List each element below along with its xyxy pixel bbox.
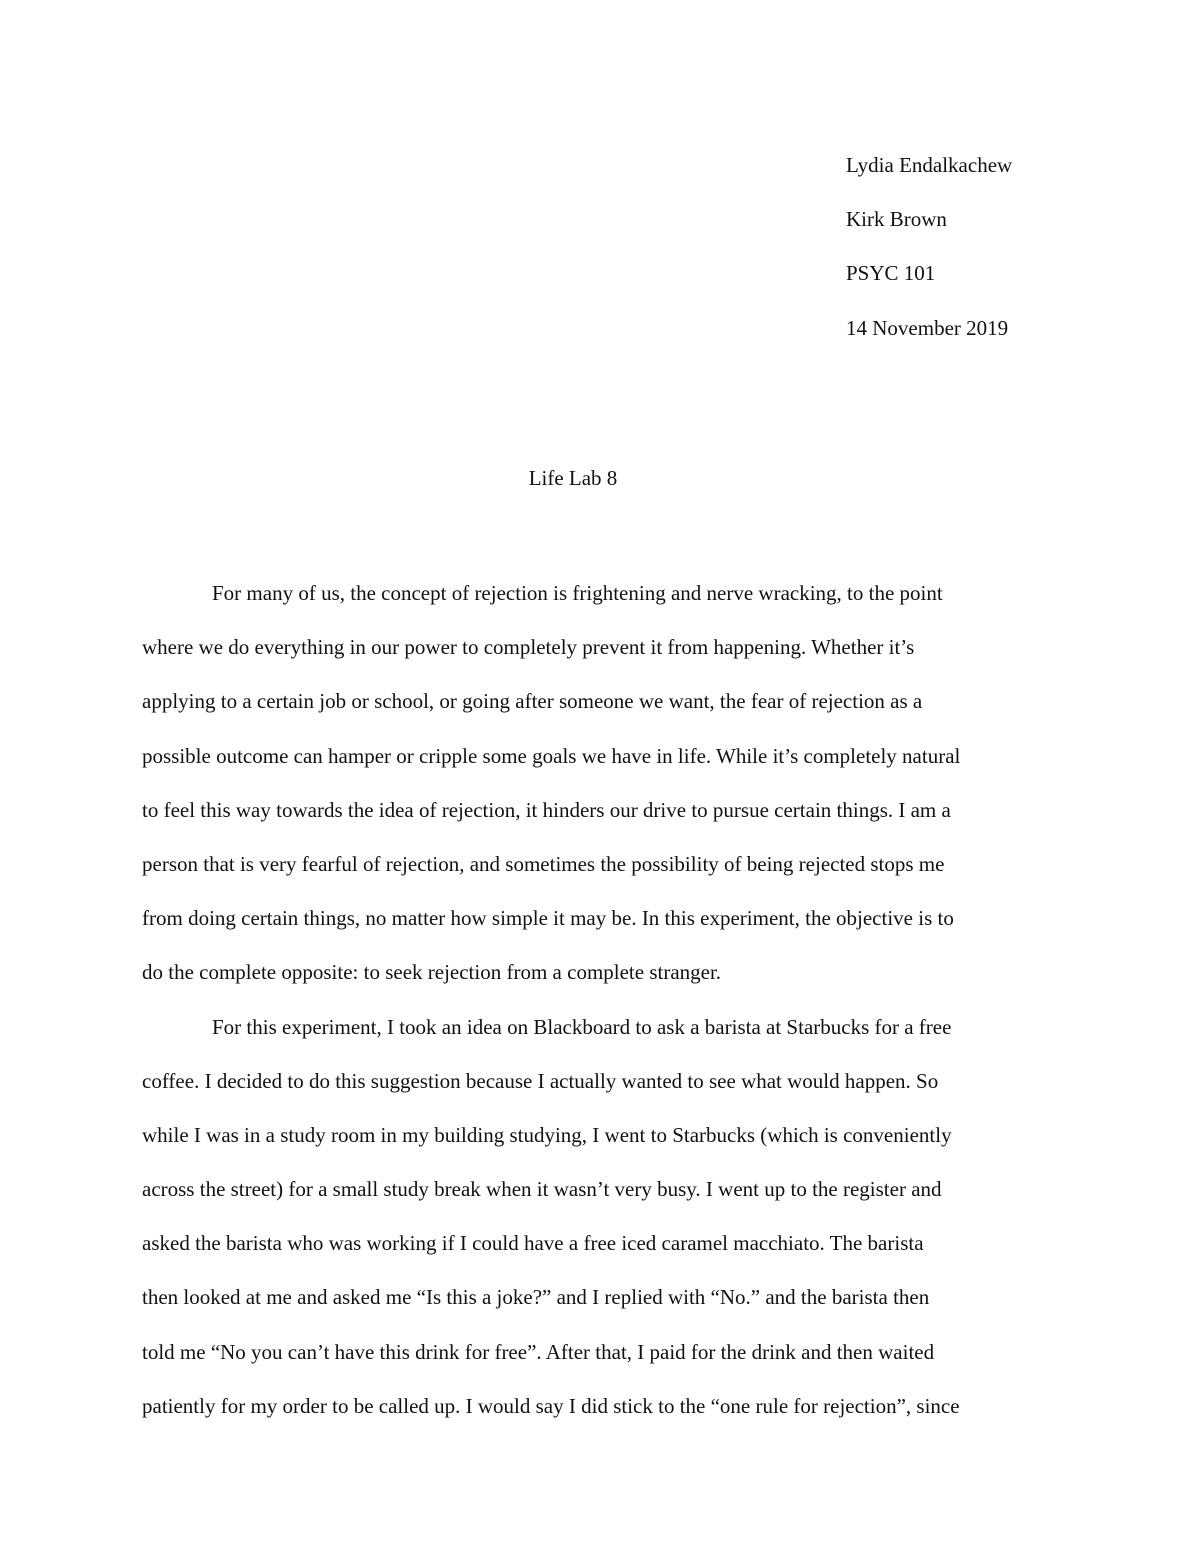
paragraph-1-line: For many of us, the concept of rejection is frightening and nerve wracking, to the point bbox=[212, 581, 943, 605]
paragraph-2-line: told me “No you can’t have this drink for free”. After that, I paid for the drink and then waited bbox=[142, 1339, 935, 1364]
document-title: Life Lab 8 bbox=[528, 466, 618, 490]
paragraph-1-line: to feel this way towards the idea of rejection, it hinders our drive to pursue certain things. I am a bbox=[142, 797, 951, 822]
heading-block bbox=[846, 138, 1166, 355]
paragraph-2-line: then looked at me and asked me “Is this a joke?” and I replied with “No.” and the barista then bbox=[142, 1285, 930, 1310]
student-name: Lydia Endalkachew bbox=[846, 153, 1013, 177]
instructor-name: Kirk Brown bbox=[846, 207, 947, 232]
paragraph-1-line: possible outcome can hamper or cripple some goals we have in life. While it’s completely natural bbox=[142, 743, 961, 768]
paragraph-2-line: across the street) for a small study break when it wasn’t very busy. I went up to the register and bbox=[142, 1177, 942, 1202]
paragraph-2-line: For this experiment, I took an idea on Blackboard to ask a barista at Starbucks for a free bbox=[212, 1014, 952, 1039]
paragraph-2-line: coffee. I decided to do this suggestion because I actually wanted to see what would happen. So bbox=[142, 1068, 939, 1093]
paragraph-2-line: asked the barista who was working if I could have a free iced caramel macchiato. The barista bbox=[142, 1231, 924, 1256]
paragraph-2-line: patiently for my order to be called up. I would say I did stick to the “one rule for rejection”, since bbox=[142, 1393, 960, 1418]
paragraph-1-line: where we do everything in our power to completely prevent it from happening. Whether it’s bbox=[142, 635, 915, 660]
body-text bbox=[142, 566, 1072, 1433]
paragraph-1-line: do the complete opposite: to seek rejection from a complete stranger. bbox=[142, 960, 722, 985]
paragraph-1-line: from doing certain things, no matter how simple it may be. In this experiment, the objective is to bbox=[142, 906, 954, 931]
course-name: PSYC 101 bbox=[846, 261, 936, 286]
paragraph-1-line: person that is very fearful of rejection, and sometimes the possibility of being rejected stops me bbox=[142, 851, 945, 876]
paragraph-1-line: applying to a certain job or school, or going after someone we want, the fear of rejection as a bbox=[142, 689, 923, 714]
document-date: 14 November 2019 bbox=[846, 315, 1009, 340]
paragraph-2-line: while I was in a study room in my building studying, I went to Starbucks (which is conveniently bbox=[142, 1122, 952, 1147]
